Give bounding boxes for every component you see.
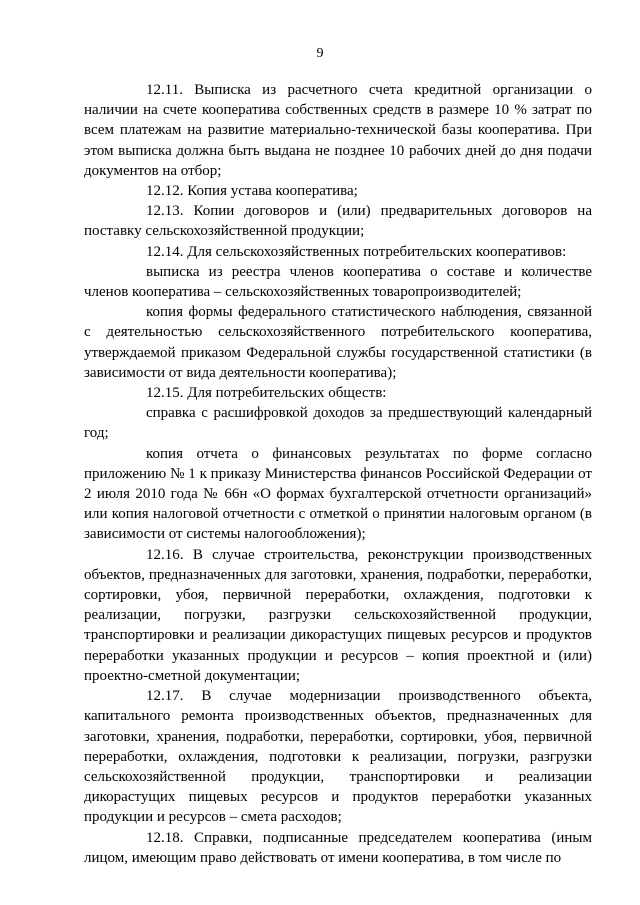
- paragraph-12-15-income-statement: справка с расшифровкой доходов за предшествующий календарный год;: [84, 405, 592, 442]
- page-number: 9: [316, 46, 324, 61]
- paragraph-12-18: 12.18. Справки, подписанные председателем кооператива (иным лицом, имеющим право действовать от имени кооператива, в том числе по: [84, 829, 592, 866]
- paragraph-12-11: 12.11. Выписка из расчетного счета кредитной организации о наличии на счете кооператива собственных средств в размере 10 % затрат по всем платежам на развитие материально-технической базы кооператива. При этом выписка должна быть выдана не позднее 10 рабочих дней до дня подачи документов на отбор;: [84, 82, 592, 179]
- paragraph-12-14: 12.14. Для сельскохозяйственных потребительских кооперативов:: [146, 243, 567, 260]
- paragraph-12-16: 12.16. В случае строительства, реконструкции производственных объектов, предназначенных для заготовки, хранения, подработки, переработки, сортировки, убоя, первичной переработки, охлаждения, подготовки к реализации, погрузки, разгрузки сельскохозяйственной продукции, транспортировки и реализации дикорастущих пищевых ресурсов и продуктов переработки указанных продукции и ресурсов – копия проектной и (или) проектно-сметной документации;: [84, 546, 592, 684]
- paragraph-12-17: 12.17. В случае модернизации производственного объекта, капитального ремонта производственных объектов, предназначенных для заготовки, хранения, подработки, переработки, сортировки, убоя, первичной переработки, охлаждения, подготовки к реализации, погрузки, разгрузки сельскохозяйственной продукции, транспортировки и реализации дикорастущих пищевых ресурсов и продуктов переработки указанных продукции и ресурсов – смета расходов;: [84, 688, 592, 826]
- paragraph-12-15-financial-report: копия отчета о финансовых результатах по форме согласно приложению № 1 к приказу Министерства финансов Российской Федерации от 2 июля 2010 года № 66н «О формах бухгалтерской отчетности организаций» или копия налоговой отчетности с отметкой о принятии налоговым органом (в зависимости от системы налогообложения);: [84, 445, 592, 543]
- paragraph-12-14-statistics-form: копия формы федерального статистического наблюдения, связанной с деятельностью сельскохозяйственного потребительского кооператива, утверждаемой приказом Федеральной службы государственной статистики (в зависимости от вида деятельности кооператива);: [84, 304, 592, 381]
- paragraph-12-15: 12.15. Для потребительских обществ:: [146, 385, 387, 402]
- paragraph-12-14-registry-extract: выписка из реестра членов кооператива о составе и количестве членов кооператива – сельскохозяйственных товаропроизводителей;: [84, 263, 592, 301]
- paragraph-12-12: 12.12. Копия устава кооператива;: [146, 183, 358, 200]
- document-body: [84, 80, 592, 868]
- paragraph-12-13: 12.13. Копии договоров и (или) предварительных договоров на поставку сельскохозяйственной продукции;: [84, 203, 592, 240]
